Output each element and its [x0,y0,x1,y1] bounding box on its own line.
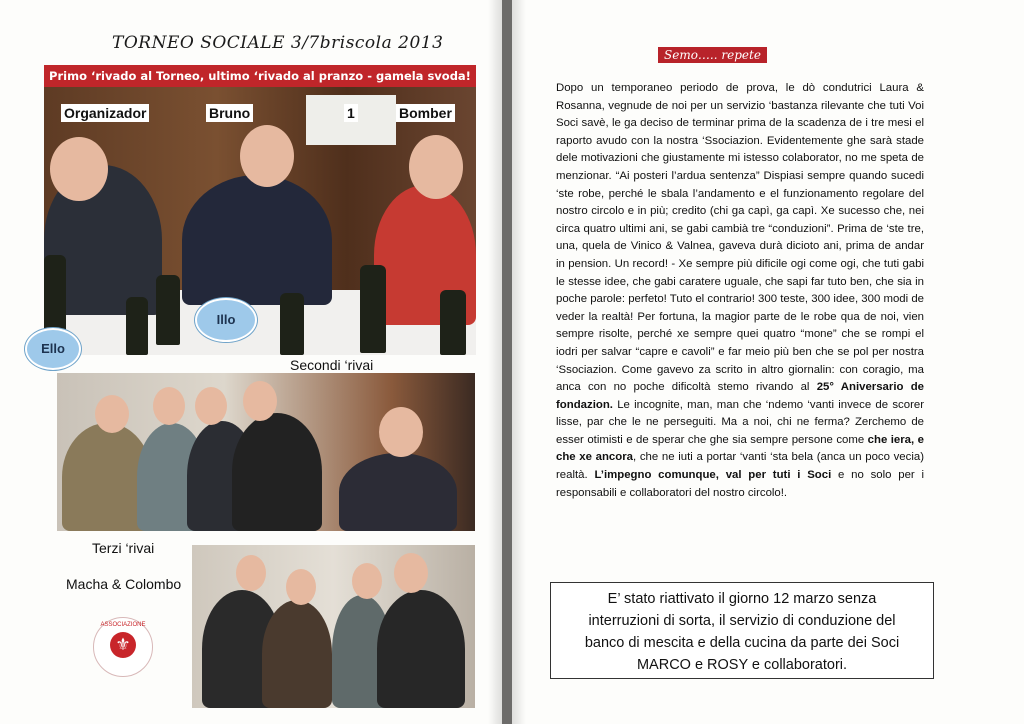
person [377,590,465,708]
person [262,600,332,708]
article-body [556,80,924,502]
label-bruno: Bruno [206,104,253,122]
person-head [286,569,316,605]
page-fold-shadow [488,0,502,724]
wine-bottle [44,255,66,335]
speech-bubble-ello: Ello [25,328,81,370]
section-heading: Semo….. repete [658,47,767,63]
person-head [153,387,185,425]
page-fold-shadow [512,0,526,724]
wine-bottle [360,265,386,353]
photo-third-place [192,545,475,708]
caption-terzi: Terzi ‘rivai [92,540,155,556]
wine-bottle [280,293,304,355]
wine-bottle [156,275,180,345]
notice-line: MARCO e ROSY e collaboratori. [636,657,848,673]
article-text: Le incognite, man, man che ‘ndemo ‘vanti invece de scorer lisse, par che le ne perseguiti. Ma a noi, chi ne ferma? Zerchemo de esser otimisti e de sperar che ghe sia sempre persone come [556,398,925,446]
person-head [379,407,423,457]
person-head [195,387,227,425]
label-organizador: Organizador [61,104,149,122]
article-paragraph [556,80,924,502]
article-text: , che ne iuti a portar ‘vanti ‘sta bela (anca un poco vecia) realtà. [556,451,924,482]
speech-bubble-illo: Illo [195,298,257,342]
notice-line: interruzioni di sorta, il servizio di conduzione del [588,613,896,629]
wine-bottle [126,297,148,355]
article-bold-text: L’impegno comunque, val per tuti i Soci [594,469,832,482]
person-bruno [182,175,332,305]
caption-macha-colombo: Macha & Colombo [66,576,182,592]
wine-bottle [440,290,466,355]
person-head [243,381,277,421]
person-head [50,137,108,201]
person-head [352,563,382,599]
article-text: Dopo un temporaneo periodo de prova, le dò condutrici Laura & Rosanna, vegnude de noi per un servizio ‘bastanza rilevante che tuti Voi Soci savè, le ga deciso de terminar prima de la scadenza de i tre mesi el raporto avudo con la nostra ‘Ssociazion. Evidentemente ghe sarà stade dele motivazioni che giustamente mi istesso colaborator, no me speta de menzionar. “Ai posteri l’ardua sentenza” Dispiasi sempre quando sucedi ‘ste robe, perché le sbala l’andamento e el funzionamento regolare del nostro circolo e in più; credito (chi ga capì, ga capì. Xe sucesso che, nei circa quatro ultimi ani, se gabi cambià tre “conduzioni”. Prima de ‘ste tre, una, quela de Vinico & Valnea, gaveva durà dicioto ani, prima de andar in pension. Un record! - Xe sempre più dificile ogi come ogi, che tuti gabi le stesse idee, che gabi caratere uguale, che sapi far tuto ben, che sia in poche parole: perfeto! Tuto el contrario! 300 teste, 300 idee, 300 modi de veder la realtà! Per fortuna, la magior parte de le robe qua de noi, vien sempre risolte, perché xe sempre quei quatro “mone” che se rompi el iodri per salvar “capre e cavoli” e far meio più ben che se pol per nostra ‘Ssociazion. Come gavevo za scrito in altro giornalin: con coragio, ma anca con no poche dificoltà stemo rivando al [556,82,924,394]
person-head [240,125,294,187]
article-bold-text: che iera, e che xe ancora [556,433,924,464]
photo-second-place [57,373,475,531]
article-text: e no solo per i responsabili e collaboratori del nostro circolo!. [556,469,925,499]
photo-banner: Primo ‘rivado al Torneo, ultimo ‘rivado al pranzo - gamela svoda! [44,65,476,87]
notice-box [550,582,934,679]
notice-line: banco di mescita e della cucina da parte dei Soci [584,635,900,651]
person-head [409,135,463,199]
fleur-de-lis-icon: ⚜ [110,632,136,658]
person [232,413,322,531]
notice-line: E’ stato riattivato il giorno 12 marzo senza [607,591,877,607]
person-head [236,555,266,591]
association-logo [93,617,153,677]
person-head [95,395,129,433]
logo-text: ASSOCIAZIONE [100,622,146,628]
anniversary-highlight: 25° Aniversario de fondazion. [556,381,924,411]
label-bomber: Bomber [396,104,455,122]
caption-secondi: Secondi ‘rivai [290,357,374,373]
page-title: TORNEO SOCIALE 3/7briscola 2013 [112,33,444,53]
label-rank-one: 1 [344,104,358,122]
person [339,453,457,531]
person-head [394,553,428,593]
